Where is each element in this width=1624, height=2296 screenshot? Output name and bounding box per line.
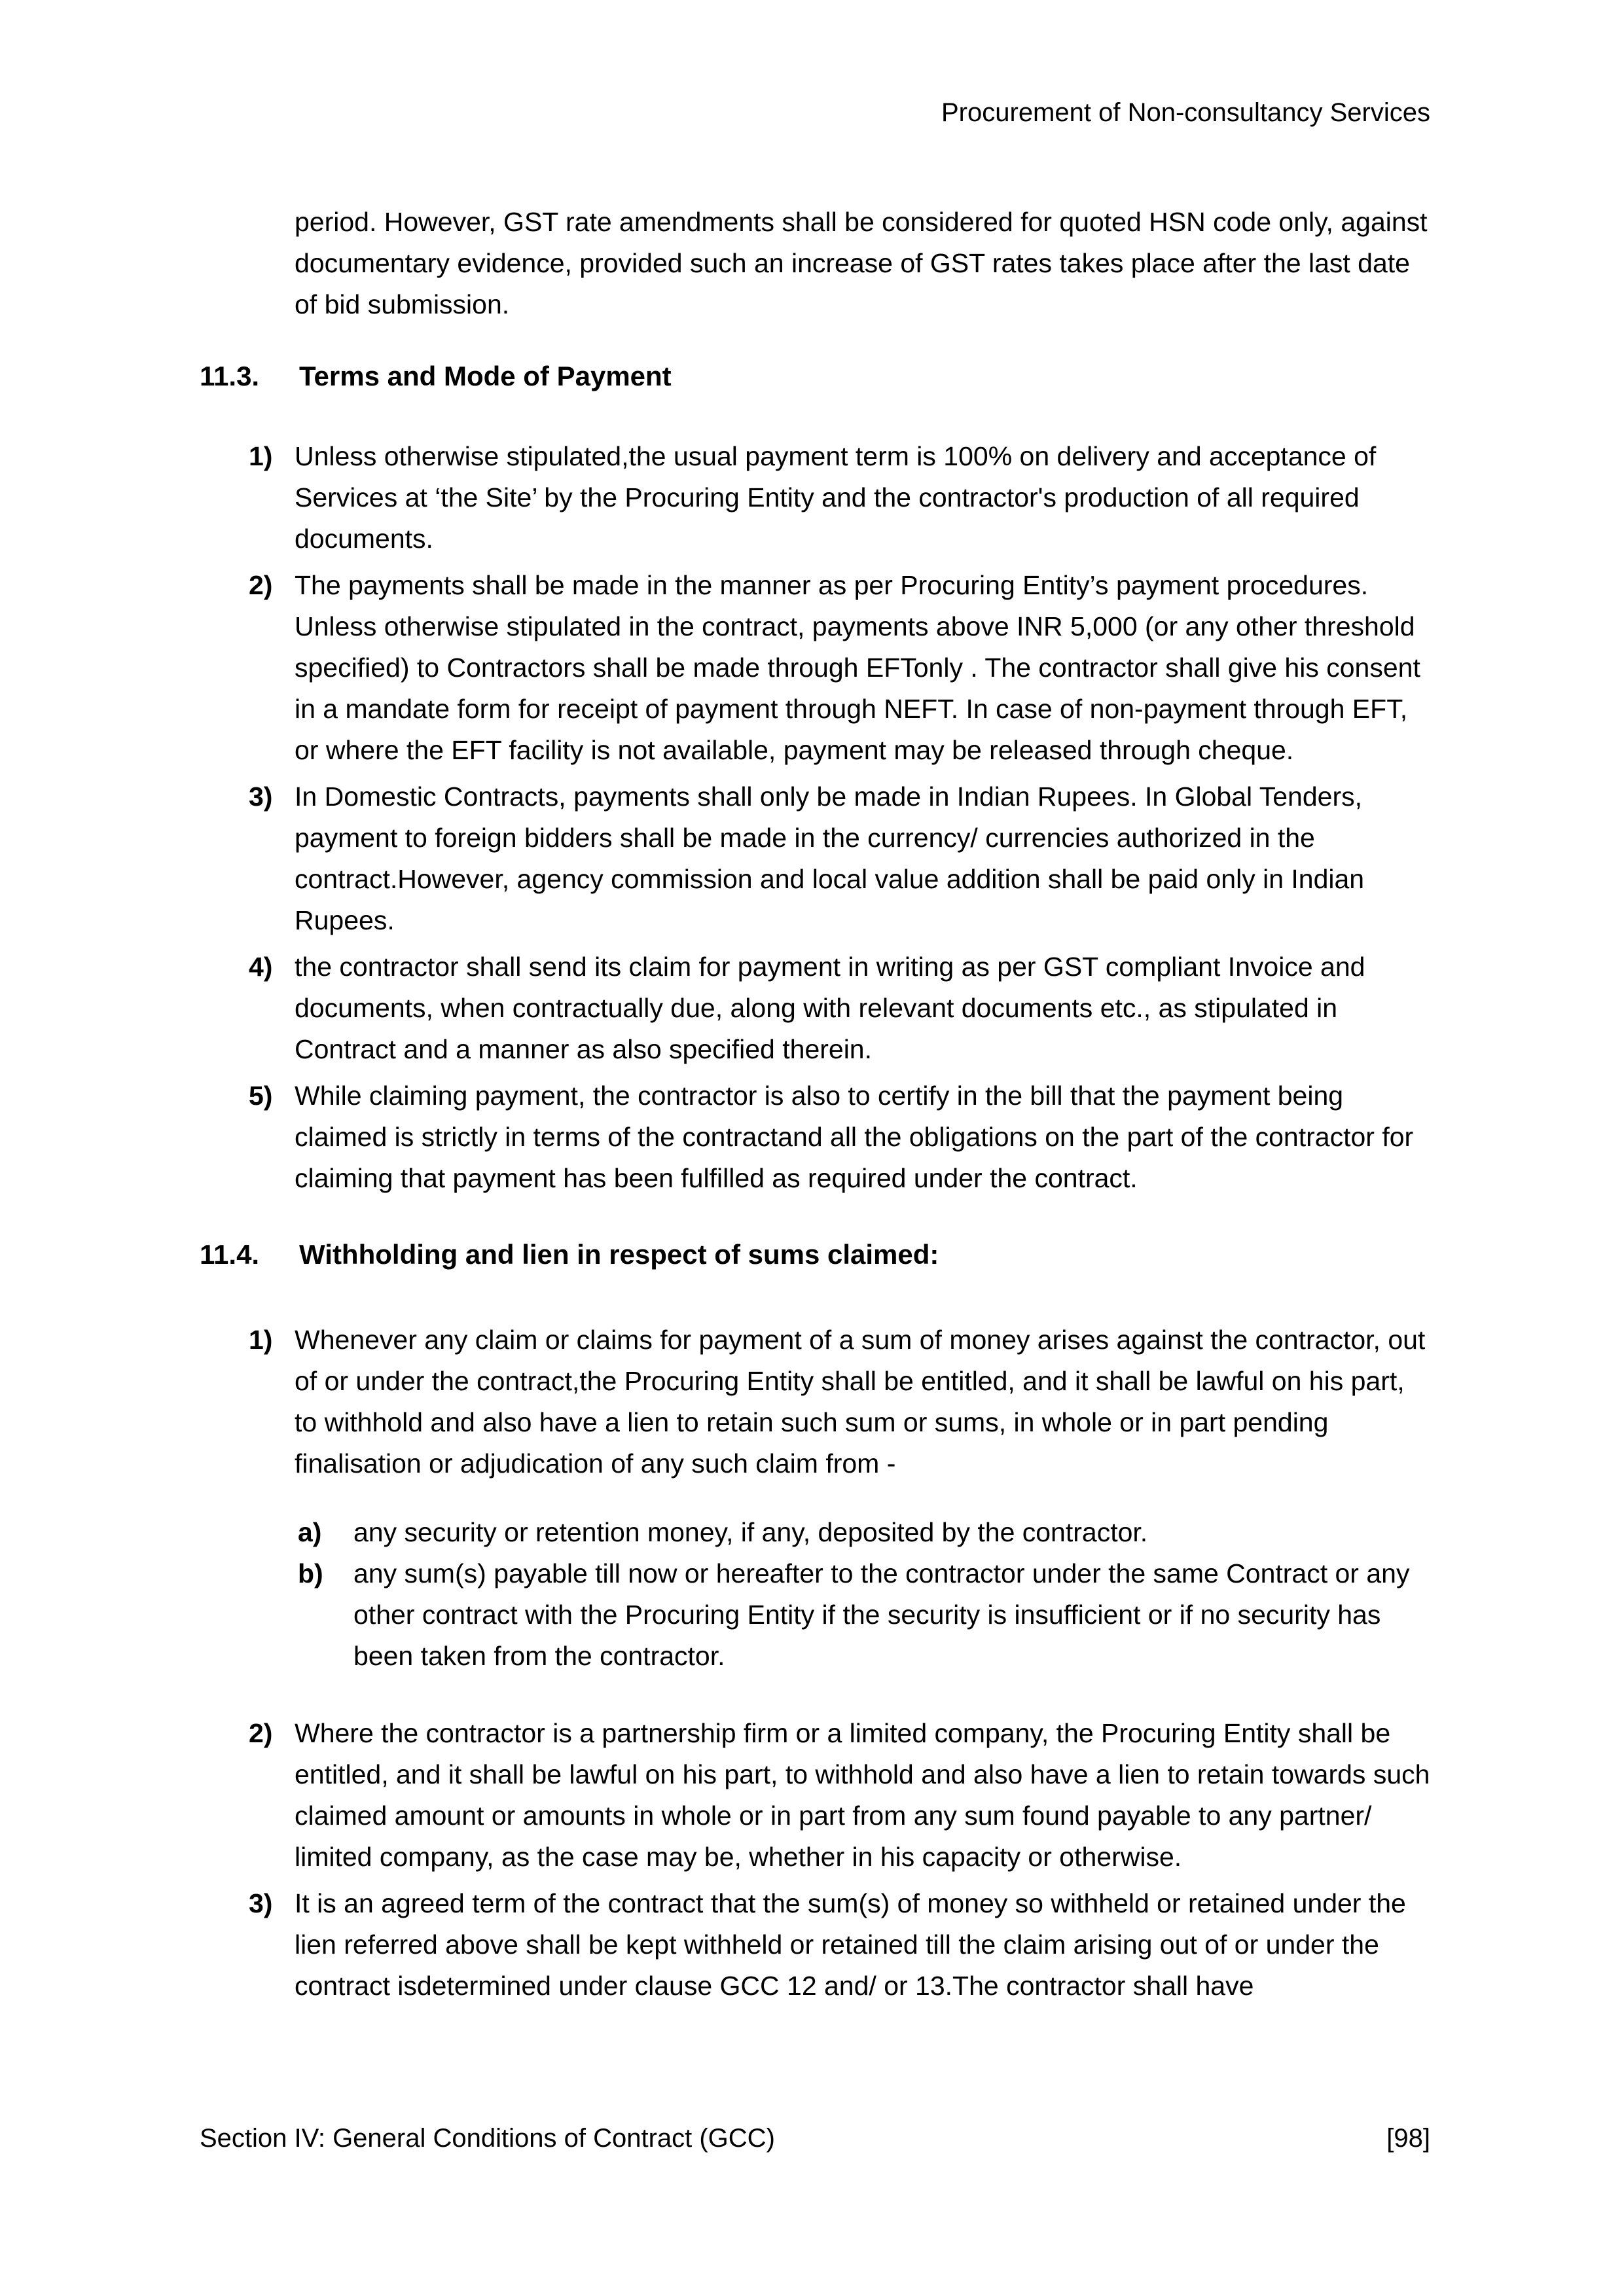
item-marker: 5) — [249, 1081, 273, 1111]
section-11-3-heading — [200, 358, 1430, 394]
section-number: 11.3. — [200, 361, 260, 391]
page-header-title: Procurement of Non-consultancy Services — [941, 98, 1430, 127]
list-item — [200, 946, 1430, 1070]
section-11-4-heading — [200, 1236, 1430, 1272]
list-item — [200, 1319, 1430, 1484]
list-item — [200, 776, 1430, 941]
section-11-4-list — [200, 1319, 1430, 2007]
item-text: Unless otherwise stipulated,the usual payment term is 100% on delivery and acceptance of Services at ‘the Site’ by the Procuring Entity and the contractor's production of all required documents. — [295, 441, 1377, 554]
page-footer — [200, 2123, 1430, 2154]
item-text: While claiming payment, the contractor is also to certify in the bill that the payment being claimed is strictly in terms of the contractand all the obligations on the part of the contractor for claiming that payment has been fulfilled as required under the contract. — [295, 1081, 1414, 1193]
list-item — [200, 1075, 1430, 1199]
list-item — [200, 436, 1430, 560]
item-text: Where the contractor is a partnership firm or a limited company, the Procuring Entity shall be entitled, and it shall be lawful on his part, to withhold and also have a lien to retain towards such claimed amount or amounts in whole or in part from any sum found payable to any partner/ limited company, as the case may be, whether in his capacity or otherwise. — [295, 1718, 1430, 1872]
item-marker: 2) — [249, 570, 273, 600]
item-marker: 3) — [249, 1888, 273, 1918]
item-marker: 4) — [249, 952, 273, 982]
section-title: Withholding and lien in respect of sums claimed: — [299, 1239, 939, 1270]
item-text: It is an agreed term of the contract that the sum(s) of money so withheld or retained under the lien referred above shall be kept withheld or retained till the claim arising out of or under the contract isdetermined under clause GCC 12 and/ or 13.The contractor shall have — [295, 1888, 1406, 2001]
sub-item-text: any security or retention money, if any, deposited by the contractor. — [353, 1517, 1148, 1547]
sub-item — [200, 1553, 1430, 1677]
item-text: the contractor shall send its claim for payment in writing as per GST compliant Invoice and documents, when contractually due, along with relevant documents etc., as stipulated in Contract and a manner as also specified therein. — [295, 952, 1365, 1064]
section-number: 11.4. — [200, 1239, 260, 1270]
sub-item-marker: b) — [298, 1558, 323, 1588]
footer-page-number: [98] — [1386, 2124, 1430, 2153]
item-marker: 1) — [249, 1325, 273, 1355]
section-title: Terms and Mode of Payment — [299, 361, 672, 391]
section-11-3-list — [200, 436, 1430, 1199]
list-item — [200, 565, 1430, 771]
sub-item-marker: a) — [298, 1517, 322, 1547]
sub-item — [200, 1512, 1430, 1553]
list-item — [200, 1883, 1430, 2007]
item-marker: 1) — [249, 441, 273, 471]
footer-section-label: Section IV: General Conditions of Contract (GCC) — [200, 2124, 775, 2153]
sub-list — [200, 1512, 1430, 1677]
item-marker: 2) — [249, 1718, 273, 1748]
item-marker: 3) — [249, 781, 273, 812]
page-header — [200, 97, 1430, 128]
list-item — [200, 1713, 1430, 1878]
item-text: The payments shall be made in the manner as per Procuring Entity’s payment procedures. Unless otherwise stipulated in the contract, payments above INR 5,000 (or any other threshold specified) to Contractors shall be made through EFTonly . The contractor shall give his consent in a mandate form for receipt of payment through NEFT. In case of non-payment through EFT, or where the EFT facility is not available, payment may be released through cheque. — [295, 570, 1420, 765]
intro-paragraph: period. However, GST rate amendments shall be considered for quoted HSN code only, against documentary evidence, provided such an increase of GST rates takes place after the last date of bid submission. — [295, 207, 1428, 319]
item-text: Whenever any claim or claims for payment of a sum of money arises against the contractor, out of or under the contract,the Procuring Entity shall be entitled, and it shall be lawful on his part, to withhold and also have a lien to retain such sum or sums, in whole or in part pending finalisation or adjudication of any such claim from - — [295, 1325, 1426, 1479]
item-text: In Domestic Contracts, payments shall only be made in Indian Rupees. In Global Tenders, payment to foreign bidders shall be made in the currency/ currencies authorized in the contract.However, agency commission and local value addition shall be paid only in Indian Rupees. — [295, 781, 1365, 935]
sub-item-text: any sum(s) payable till now or hereafter to the contractor under the same Contract or any other contract with the Procuring Entity if the security is insufficient or if no security has been taken from the contractor. — [353, 1558, 1410, 1671]
